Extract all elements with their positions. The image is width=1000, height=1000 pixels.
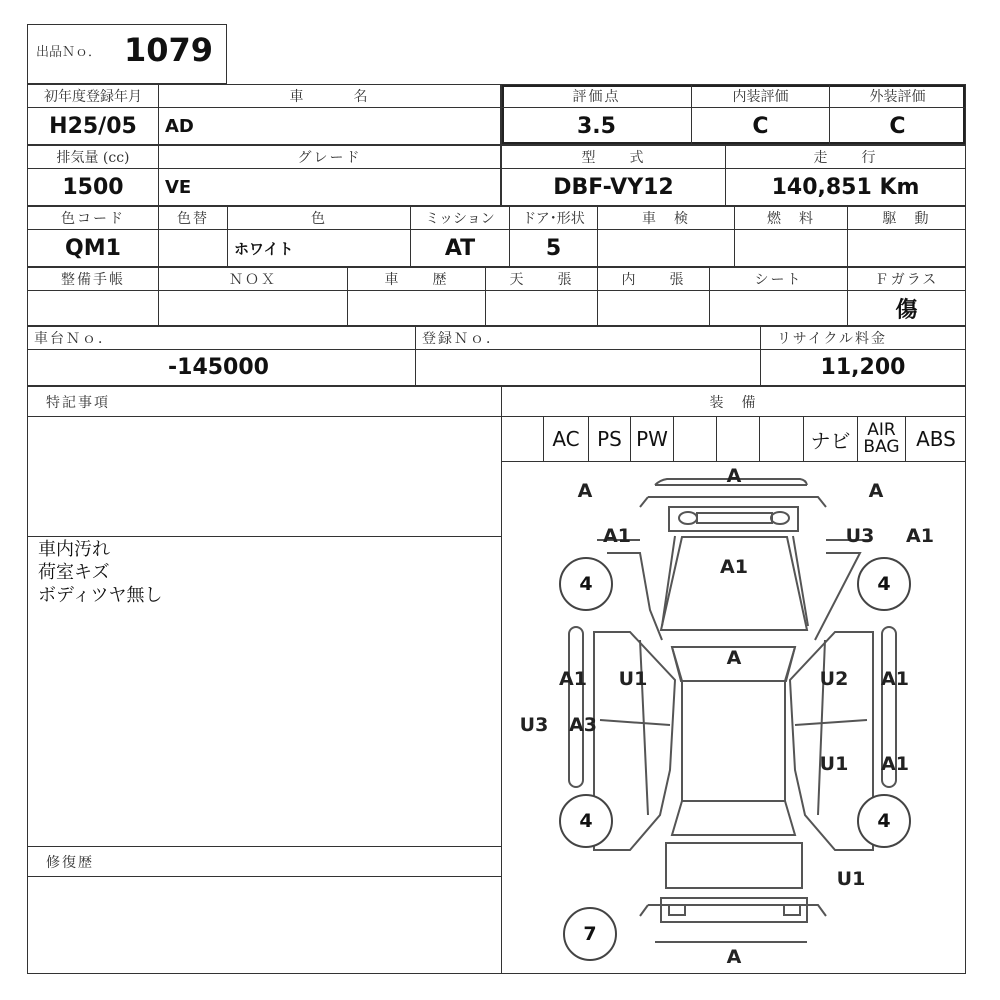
damage-mark: A1 [906, 525, 934, 547]
lot-number-box [27, 24, 227, 84]
damage-mark: A1 [720, 556, 748, 578]
color-code-header: 色コード [27, 206, 159, 230]
model-value: DBF-VY12 [501, 168, 726, 206]
equipment-header: 装 備 [501, 386, 966, 417]
equipment-item-blank [760, 416, 804, 462]
equipment-item-blank [717, 416, 760, 462]
seat-header: シート [709, 267, 848, 291]
seat-value [709, 290, 848, 326]
mileage-header: 走 行 [725, 145, 966, 169]
door-shape-header: ドア･形状 [509, 206, 598, 230]
chassis-number-header: 車台Ｎｏ． [27, 326, 416, 350]
damage-mark: A [726, 465, 742, 487]
maintenance-record-header: 整備手帳 [27, 267, 159, 291]
front-glass-value: 傷 [847, 290, 966, 326]
damage-mark: U3 [519, 714, 549, 736]
nox-value [158, 290, 348, 326]
damage-mark: A [726, 946, 742, 968]
fuel-value [734, 229, 848, 267]
inspection-header: 車 検 [597, 206, 735, 230]
remarks-divider [27, 536, 502, 537]
tire-rear-left: 4 [559, 794, 613, 848]
car-name-header: 車 名 [158, 84, 501, 108]
chassis-number-value: -145000 [27, 349, 416, 386]
damage-mark: A1 [603, 525, 631, 547]
tire-rear-right: 4 [857, 794, 911, 848]
recycle-fee-header: リサイクル料金 [760, 326, 966, 350]
first-registration-header: 初年度登録年月 [27, 84, 159, 108]
color-header: 色 [227, 206, 411, 230]
grade-name-value: VE [158, 168, 501, 206]
equipment-item-blank [501, 416, 544, 462]
remark-line: 車内汚れ [38, 539, 110, 560]
exterior-grade-header: 外装評価 [829, 84, 966, 108]
score-value: 3.5 [501, 107, 692, 145]
drive-header: 駆 動 [847, 206, 966, 230]
damage-mark: A [726, 647, 742, 669]
tire-spare: 7 [563, 907, 617, 961]
damage-mark: U2 [819, 668, 849, 690]
recycle-fee-value: 11,200 [760, 349, 966, 386]
damage-mark: A1 [881, 753, 909, 775]
damage-mark: A1 [881, 668, 909, 690]
tire-front-left: 4 [559, 557, 613, 611]
remarks-header: 特記事項 [27, 386, 502, 417]
damage-mark: U1 [819, 753, 849, 775]
registration-number-header: 登録Ｎｏ． [415, 326, 761, 350]
maintenance-record-value [27, 290, 159, 326]
score-header: 評価点 [501, 84, 692, 108]
front-glass-header: Ｆガラス [847, 267, 966, 291]
equipment-item-pw: PW [631, 416, 674, 462]
damage-mark: A [577, 480, 593, 502]
car-name-value: AD [158, 107, 501, 145]
drive-value [847, 229, 966, 267]
color-value: ホワイト [227, 229, 411, 267]
damage-mark: A3 [569, 714, 597, 736]
equipment-item-ac: AC [544, 416, 589, 462]
transmission-header: ミッション [410, 206, 510, 230]
repair-history-header: 修復歴 [27, 846, 502, 877]
color-code-value: QM1 [27, 229, 159, 267]
damage-mark: A1 [559, 668, 587, 690]
headliner-value [485, 290, 598, 326]
tire-front-right: 4 [857, 557, 911, 611]
door-shape-value: 5 [509, 229, 598, 267]
color-change-header: 色替 [158, 206, 228, 230]
lot-number-value: 1079 [124, 31, 214, 69]
mileage-value: 140,851 Km [725, 168, 966, 206]
damage-mark: U1 [836, 868, 866, 890]
damage-mark: A [868, 480, 884, 502]
remarks-section [27, 386, 502, 974]
car-history-header: 車 歴 [347, 267, 486, 291]
nox-header: ＮＯＸ [158, 267, 348, 291]
displacement-value: 1500 [27, 168, 159, 206]
car-history-value [347, 290, 486, 326]
headliner-header: 天 張 [485, 267, 598, 291]
interior-grade-value: C [691, 107, 830, 145]
remark-line: ボディツヤ無し [38, 585, 163, 606]
interior-grade-header: 内装評価 [691, 84, 830, 108]
remark-line: 荷室キズ [38, 562, 110, 583]
equipment-item-navi: ナビ [804, 416, 858, 462]
equipment-item-abs: ABS [916, 427, 956, 451]
registration-number-value [415, 349, 761, 386]
color-change-value [158, 229, 228, 267]
interior-trim-value [597, 290, 710, 326]
grade-name-header: グレード [158, 145, 501, 169]
damage-mark: U3 [845, 525, 875, 547]
model-header: 型 式 [501, 145, 726, 169]
damage-mark: U1 [618, 668, 648, 690]
equipment-item-ps: PS [589, 416, 631, 462]
lot-number-label: 出品Ｎｏ． [36, 45, 102, 60]
inspection-value [597, 229, 735, 267]
first-registration-value: H25/05 [27, 107, 159, 145]
exterior-grade-value: C [829, 107, 966, 145]
equipment-item-blank [674, 416, 717, 462]
remarks-notes [38, 538, 163, 607]
displacement-header: 排気量 (cc) [27, 145, 159, 169]
fuel-header: 燃 料 [734, 206, 848, 230]
transmission-value: AT [410, 229, 510, 267]
equipment-item-airbag: AIR BAG [858, 416, 906, 462]
interior-trim-header: 内 張 [597, 267, 710, 291]
